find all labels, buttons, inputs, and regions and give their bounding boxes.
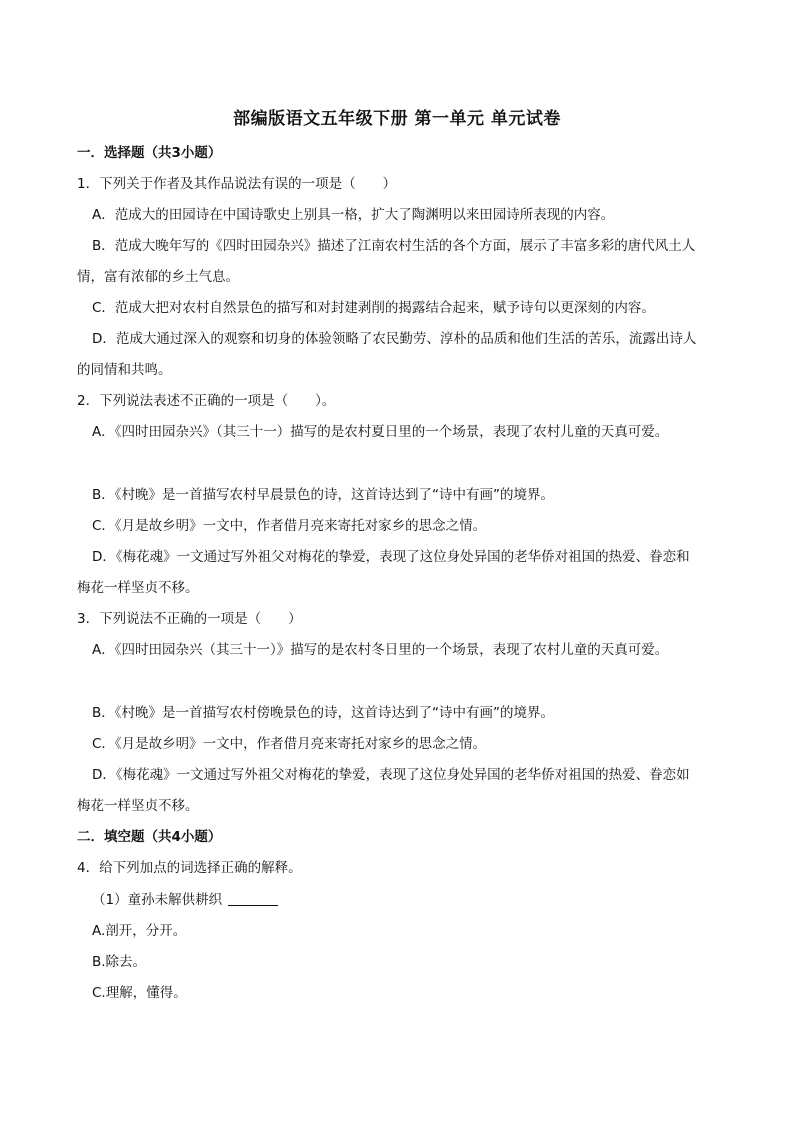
question-4-stem: 4．给下列加点的词选择正确的解释。 — [77, 860, 302, 876]
question-3-option-c: C．《月是故乡明》一文中，作者借月亮来寄托对家乡的思念之情。 — [92, 736, 487, 752]
question-1-option-c: C．范成大把对农村自然景色的描写和对封建剥削的揭露结合起来，赋予诗句以更深刻的内容。 — [92, 300, 655, 316]
question-1-stem: 1．下列关于作者及其作品说法有误的一项是（ ） — [77, 176, 397, 192]
question-3-option-d: D．《梅花魂》一文通过写外祖父对梅花的挚爱，表现了这位身处异国的老华侨对祖国的热爱、眷恋如 — [92, 767, 690, 783]
question-4-option-b: B.除去。 — [92, 954, 147, 970]
question-1-option-b-cont: 情，富有浓郁的乡土气息。 — [77, 269, 239, 285]
question-2-option-b: B．《村晚》是一首描写农村早晨景色的诗，这首诗达到了“诗中有画”的境界。 — [92, 487, 554, 503]
page-title: 部编版语文五年级下册 第一单元 单元试卷 — [233, 109, 561, 129]
question-2-option-d-cont: 梅花一样坚贞不移。 — [77, 580, 199, 596]
question-4-sub-1-text: （1）童孙未解供耕织 — [92, 892, 223, 908]
question-1-option-d-cont: 的同情和共鸣。 — [77, 362, 172, 378]
question-1-option-d: D．范成大通过深入的观察和切身的体验领略了农民勤劳、淳朴的品质和他们生活的苦乐，流露出诗人 — [92, 331, 697, 347]
question-2-option-c: C．《月是故乡明》一文中，作者借月亮来寄托对家乡的思念之情。 — [92, 518, 487, 534]
question-2-stem: 2．下列说法表述不正确的一项是（ ）。 — [77, 393, 336, 409]
question-4-option-a: A.剖开，分开。 — [92, 923, 187, 939]
answer-blank[interactable] — [228, 891, 278, 906]
section-heading-choice: 一．选择题（共3小题） — [77, 145, 222, 161]
question-2-option-a: A．《四时田园杂兴》（其三十一）描写的是农村夏日里的一个场景，表现了农村儿童的天真可爱。 — [92, 424, 669, 440]
question-3-option-d-cont: 梅花一样坚贞不移。 — [77, 798, 199, 814]
question-3-option-a: A．《四时田园杂兴（其三十一）》描写的是农村冬日里的一个场景，表现了农村儿童的天真可爱。 — [92, 642, 669, 658]
question-4-option-c: C.理解，懂得。 — [92, 985, 187, 1001]
question-1-option-a: A．范成大的田园诗在中国诗歌史上别具一格，扩大了陶渊明以来田园诗所表现的内容。 — [92, 207, 615, 223]
question-4-sub-1 — [92, 890, 278, 910]
question-3-stem: 3．下列说法不正确的一项是（ ） — [77, 611, 302, 627]
question-1-option-b: B．范成大晚年写的《四时田园杂兴》描述了江南农村生活的各个方面，展示了丰富多彩的唐代风土人 — [92, 238, 696, 254]
question-2-option-d: D．《梅花魂》一文通过写外祖父对梅花的挚爱，表现了这位身处异国的老华侨对祖国的热爱、眷恋和 — [92, 549, 690, 565]
question-3-option-b: B．《村晚》是一首描写农村傍晚景色的诗，这首诗达到了“诗中有画”的境界。 — [92, 705, 554, 721]
section-heading-fill: 二．填空题（共4小题） — [77, 829, 222, 845]
